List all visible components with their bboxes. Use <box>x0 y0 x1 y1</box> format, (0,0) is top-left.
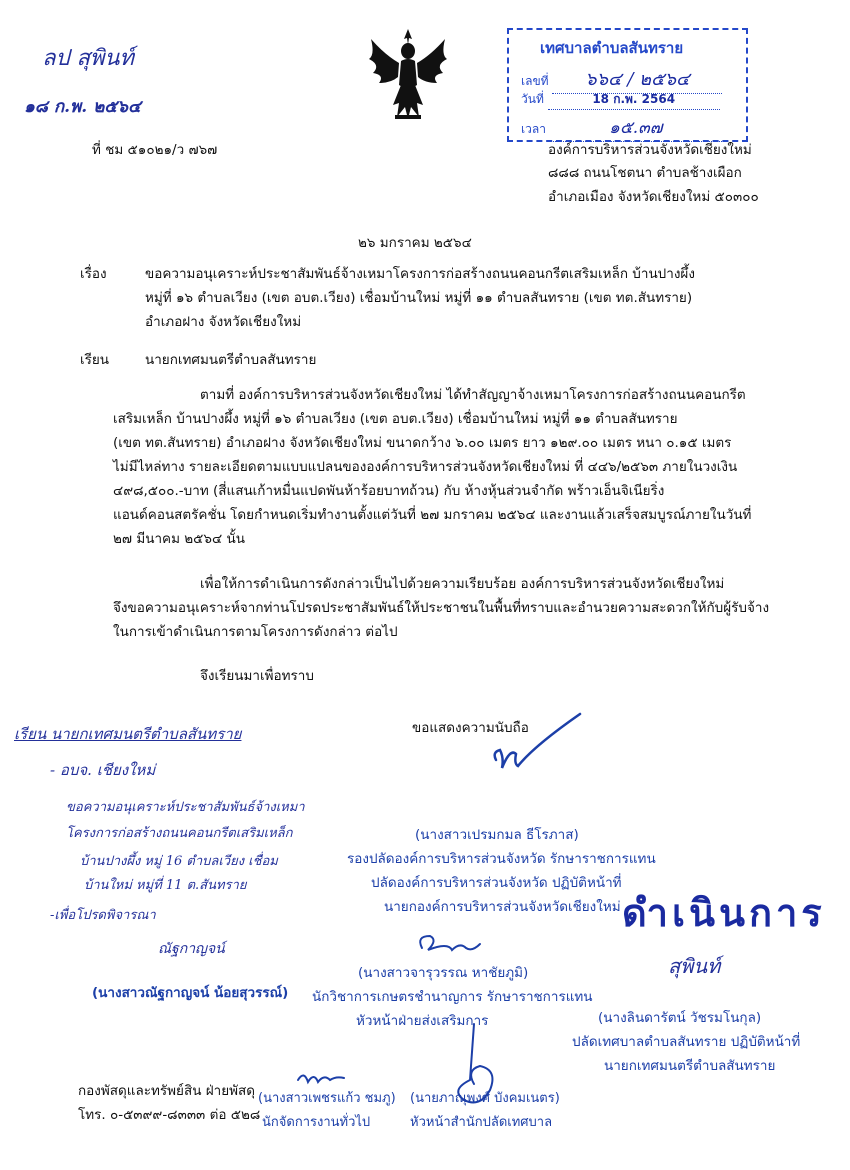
main-signer-pos-3: นายกองค์การบริหารส่วนจังหวัดเชียงใหม่ <box>384 899 621 915</box>
sender-line-2: ๘๘๘ ถนนโชตนา ตำบลช้างเผือก <box>548 165 742 181</box>
stamp-time-label: เวลา <box>521 122 546 136</box>
note-signature: ณัฐกาญจน์ <box>158 941 225 957</box>
garuda-emblem-icon <box>365 25 451 123</box>
body-p2-line-2: จึงขอความอนุเคราะห์จากท่านโปรดประชาสัมพันธ์ให้ประชาชนในพื้นที่ทราบและอำนวยความสะดวกให้กับผู้รับจ้าง <box>113 600 770 616</box>
stamp-date-value: 18 ก.พ. 2564 <box>548 90 720 110</box>
subject-label: เรื่อง <box>80 266 107 282</box>
body-p2-line-3: ในการเข้าดำเนินการตามโครงการดังกล่าว ต่อไป <box>113 624 398 640</box>
signer2-pos-1: นักวิชาการเกษตรชำนาญการ รักษาราชการแทน <box>312 989 593 1005</box>
note-line-6: -เพื่อโปรดพิจารณา <box>50 908 156 923</box>
to-label: เรียน <box>80 352 110 368</box>
note-line-2: ขอความอนุเคราะห์ประชาสัมพันธ์จ้างเหมา <box>66 800 305 815</box>
subject-line-2: หมู่ที่ ๑๖ ตำบลเวียง (เขต อบต.เวียง) เชื่อมบ้านใหม่ หมู่ที่ ๑๑ ตำบลสันทราย (เขต ทต.สันทราย) <box>145 290 693 306</box>
note-line-4: บ้านปางผึ้ง หมู่ 16 ตำบลเวียง เชื่อม <box>80 854 278 869</box>
subject-line-3: อำเภอฝาง จังหวัดเชียงใหม่ <box>145 314 302 330</box>
stamp-time-value: ๑๕.๓๗ <box>550 114 722 142</box>
footer-telephone: โทร. ๐-๕๓๙๙-๘๓๓๓ ต่อ ๕๒๘ <box>78 1107 261 1123</box>
main-signer-pos-1: รองปลัดองค์การบริหารส่วนจังหวัด รักษาราชการแทน <box>347 851 656 867</box>
main-signer-pos-2: ปลัดองค์การบริหารส่วนจังหวัด ปฏิบัติหน้าที่ <box>371 875 622 891</box>
signer3-pos-2: นายกเทศมนตรีตำบลสันทราย <box>604 1058 776 1074</box>
main-signature <box>478 708 588 788</box>
signer2-name: (นางสาวจารุวรรณ หาชัยภูมิ) <box>358 965 529 981</box>
signer4-position: นักจัดการงานทั่วไป <box>262 1115 371 1130</box>
stamp-no-value: ๖๖๔ / ๒๕๖๔ <box>552 64 722 94</box>
body-p1-line-6: แอนด์คอนสตรัคชั่น โดยกำหนดเริ่มทำงานตั้งแต่วันที่ ๒๗ มกราคม ๒๕๖๔ และงานแล้วเสร็จสมบูรณ์ภายในวันที่ <box>113 507 752 523</box>
stamp-date-row <box>521 90 720 110</box>
note-line-3: โครงการก่อสร้างถนนคอนกรีตเสริมเหล็ก <box>66 826 293 841</box>
body-p1-line-5: ๔๙๘,๕๐๐.-บาท (สี่แสนเก้าหมื่นแปดพันห้าร้อยบาทถ้วน) กับ ห้างหุ้นส่วนจำกัด พร้าวเอ็นจิเนียริ่ง <box>113 483 665 499</box>
document-date: ๒๖ มกราคม ๒๕๖๔ <box>358 235 472 251</box>
sender-line-1: องค์การบริหารส่วนจังหวัดเชียงใหม่ <box>548 142 752 158</box>
closing-line: จึงเรียนมาเพื่อทราบ <box>200 668 314 684</box>
stamp-date-label: วันที่ <box>521 92 544 106</box>
stamp-title: เทศบาลตำบลสันทราย <box>540 39 684 57</box>
note-to: เรียน นายกเทศมนตรีตำบลสันทราย <box>14 725 242 743</box>
body-p1-line-7: ๒๗ มีนาคม ๒๕๖๔ นั้น <box>113 531 245 547</box>
body-p1-line-3: (เขต ทต.สันทราย) อำเภอฝาง จังหวัดเชียงใหม่ ขนาดกว้าง ๖.๐๐ เมตร ยาว ๑๒๙.๐๐ เมตร หนา ๐.๑๕ เมตร <box>113 435 732 451</box>
signer4-name: (นางสาวเพชรแก้ว ชมภู) <box>258 1091 396 1106</box>
handwritten-date: ๑๘ ก.พ. ๒๕๖๔ <box>24 97 141 117</box>
subject-line-1: ขอความอนุเคราะห์ประชาสัมพันธ์จ้างเหมาโครงการก่อสร้างถนนคอนกรีตเสริมเหล็ก บ้านปางผึ้ง <box>145 266 695 282</box>
signer5-position: หัวหน้าสำนักปลัดเทศบาล <box>410 1115 553 1130</box>
signer5-name: (นายภาณุพงศ์ บังคมเนตร) <box>410 1091 560 1106</box>
main-signer-name: (นางสาวเปรมกมล ธีโรภาส) <box>415 827 579 843</box>
to-value: นายกเทศมนตรีตำบลสันทราย <box>145 352 317 368</box>
footer-department: กองพัสดุและทรัพย์สิน ฝ่ายพัสดุ <box>78 1083 256 1099</box>
body-p2-line-1: เพื่อให้การดำเนินการดังกล่าวเป็นไปด้วยความเรียบร้อย องค์การบริหารส่วนจังหวัดเชียงใหม่ <box>200 576 725 592</box>
note-signer-name: (นางสาวณัฐกาญจน์ น้อยสุวรรณ์) <box>92 985 289 1001</box>
action-stamp: ดำเนินการ <box>622 891 826 935</box>
signer2-signature <box>408 928 488 962</box>
note-line-1: - อบจ. เชียงใหม่ <box>50 761 156 779</box>
document-number: ที่ ชม ๕๑๐๒๑/ว ๗๖๗ <box>92 142 218 158</box>
regards: ขอแสดงความนับถือ <box>412 720 529 736</box>
stamp-no-label: เลขที่ <box>521 74 549 88</box>
body-p1-line-2: เสริมเหล็ก บ้านปางผึ้ง หมู่ที่ ๑๖ ตำบลเวียง (เขต อบต.เวียง) เชื่อมบ้านใหม่ หมู่ที่ ๑๑ ตำบลสันทราย <box>113 411 678 427</box>
signer2-pos-2: หัวหน้าฝ่ายส่งเสริมการ <box>356 1013 489 1029</box>
signer3-pos-1: ปลัดเทศบาลตำบลสันทราย ปฏิบัติหน้าที่ <box>572 1034 801 1050</box>
handwritten-initials: ลป สุพินท์ <box>42 46 134 71</box>
sender-line-3: อำเภอเมือง จังหวัดเชียงใหม่ ๕๐๓๐๐ <box>548 189 759 205</box>
signer3-name: (นางลินดารัตน์ วัชรมโนกุล) <box>598 1010 762 1026</box>
note-line-5: บ้านใหม่ หมู่ที่ 11 ต.สันทราย <box>84 878 247 893</box>
body-p1-line-4: ไม่มีไหล่ทาง รายละเอียดตามแบบแปลนขององค์การบริหารส่วนจังหวัดเชียงใหม่ ที่ ๔๔๖/๒๕๖๓ ภายในวงเงิน <box>113 459 738 475</box>
signer3-signature: สุพินท์ <box>668 954 721 978</box>
body-p1-line-1: ตามที่ องค์การบริหารส่วนจังหวัดเชียงใหม่ ได้ทำสัญญาจ้างเหมาโครงการก่อสร้างถนนคอนกรีต <box>200 387 746 403</box>
